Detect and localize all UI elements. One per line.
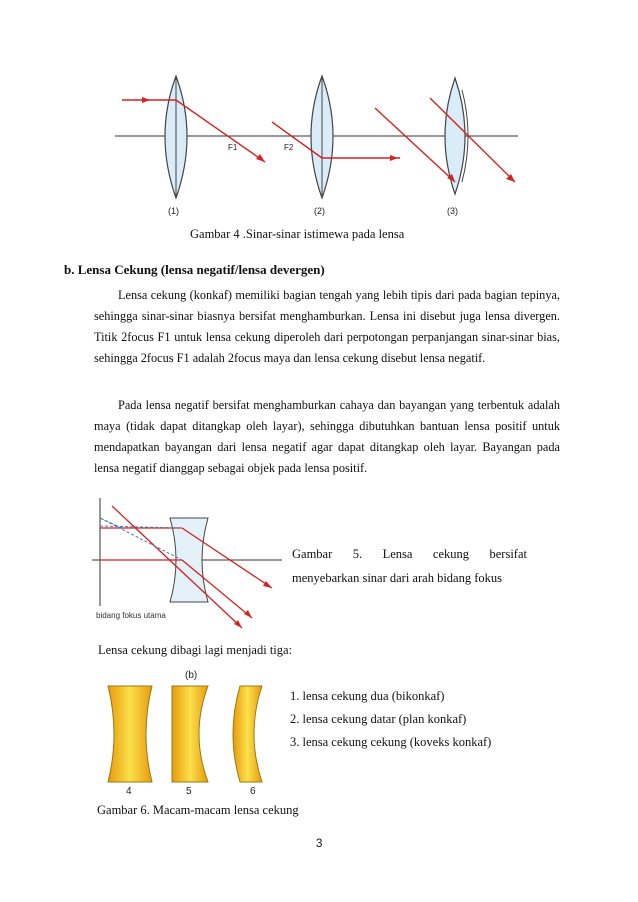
- list-item-3: 3. lensa cekung cekung (koveks konkaf): [290, 735, 492, 749]
- plano-concave-lens: [172, 686, 208, 782]
- ray-2: [272, 122, 400, 158]
- lens-label-2: (2): [314, 206, 325, 216]
- page-number: 3: [316, 838, 323, 850]
- lens-number-5: 5: [186, 786, 192, 796]
- convex-concave-lens: [233, 686, 262, 782]
- section-heading: b. Lensa Cekung (lensa negatif/lensa devergen): [64, 262, 325, 277]
- convex-lens-3: [445, 78, 465, 194]
- figure-6-diagram: [100, 666, 280, 796]
- focal-plane-label: bidang fokus utama: [96, 611, 166, 620]
- figure-4-diagram: [110, 70, 530, 220]
- list-item-2: 2. lensa cekung datar (plan konkaf): [290, 712, 467, 726]
- lens-label-1: (1): [168, 206, 179, 216]
- focus-label-f2: F2: [284, 143, 294, 152]
- biconcave-lens: [108, 686, 152, 782]
- paragraph-1: Lensa cekung (konkaf) memiliki bagian tengah yang lebih tipis dari pada bagian tepinya, sehingga sinar-sinar biasnya bersifat menghamburkan. Lensa ini disebut juga lensa divergen. Titik 2focus F1 untuk lensa cekung diperoleh dari perpotongan perpanjangan sinar-sinar bias, sehingga 2focus F1 adalah 2focus maya dan lensa cekung disebut lensa negatif.: [94, 288, 560, 366]
- list-item-1: 1. lensa cekung dua (bikonkaf): [290, 689, 445, 703]
- paragraph-2: Pada lensa negatif bersifat menghamburkan cahaya dan bayangan yang terbentuk adalah maya (tidak dapat ditangkap oleh layar), sehingga dibutuhkan bantuan lensa positif untuk mendapatkan bayangan dari lensa negatif agar dapat ditangkap oleh layar. Bayangan pada lensa negatif dianggap sebagai objek pada lensa positif.: [94, 398, 560, 476]
- figure-6-caption: Gambar 6. Macam-macam lensa cekung: [97, 803, 299, 817]
- figure-5-caption-line-1: Gambar 5. Lensa cekung bersifat: [292, 547, 527, 561]
- ray-3b: [430, 98, 515, 182]
- ray-3a: [375, 108, 455, 182]
- figure-5-diagram: [92, 488, 292, 638]
- figure-5-caption-line-2: menyebarkan sinar dari arah bidang fokus: [292, 571, 502, 585]
- figure-4-caption: Gambar 4 .Sinar-sinar istimewa pada lensa: [190, 227, 405, 241]
- focus-label-f1: F1: [228, 143, 238, 152]
- ray-1: [122, 100, 265, 162]
- lens-label-3: (3): [447, 206, 458, 216]
- lens-number-6: 6: [250, 786, 256, 796]
- list-intro: Lensa cekung dibagi lagi menjadi tiga:: [98, 643, 293, 657]
- figure-6-top-label: (b): [185, 670, 198, 681]
- lens-number-4: 4: [126, 786, 132, 796]
